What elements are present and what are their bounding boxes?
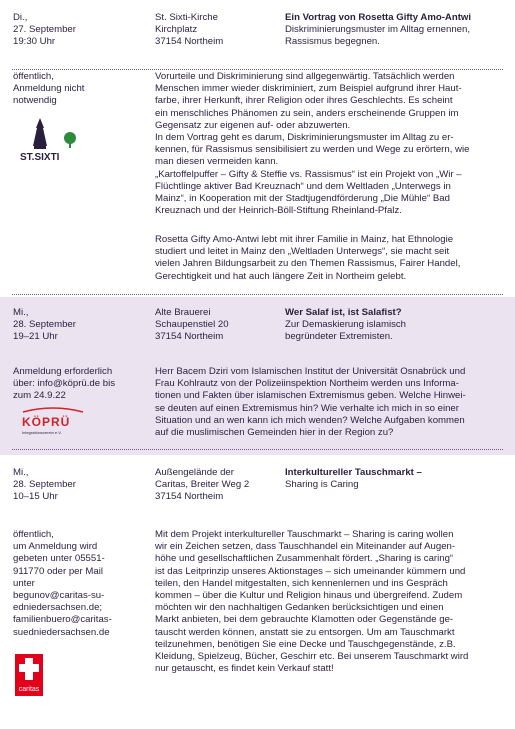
koepru-logo-subtext: Integrationsverein e.V. <box>22 430 62 435</box>
event-3-title: Interkultureller Tauschmarkt – <box>285 467 422 478</box>
event-1-heading <box>285 12 505 49</box>
event-1-description: Vorurteile und Diskriminierung sind allgegenwärtig. Tatsächlich werden Menschen immer wieder diskriminiert, zum Beispiel aufgrund ihrer Haut- farbe, ihrer Herkunft, ihrer Religion oder ihres Geschlechts. Es scheint ein menschliches Phänomen zu sein, anders erscheinende Gruppen im Gegensatz zur eigenen auf- oder abzuwerten. In dem Vortrag geht es darum, Diskriminierungsmuster im Alltag zu er- kennen, für Rassismus sensibilisiert zu werden und Wege zu erörtern, wie man diesen vermeiden kann. „Kartoffelpuffer – Gifty & Steffie vs. Rassismus“ ist ein Projekt von „Wir – Flüchtlinge aktiver Bad Kreuznach“ und dem Weltladen „Unterwegs in Mainz“, in Kooperation mit der Stadtjugendförderung „Die Mühle“ Bad Kreuznach und der Heinrich-Böll-Stiftung Rheinland-Pfalz. <box>155 71 470 217</box>
caritas-logo-text: caritas <box>18 686 40 693</box>
separator <box>12 69 503 70</box>
event-1-speaker-bio: Rosetta Gifty Amo-Antwi lebt mit ihrer Familie in Mainz, hat Ethnologie studiert und leitet in Mainz den „Weltladen Unterwegs“, sie macht seit vielen Jahren Bildungsarbeit zu den Themen Rassismus, Fairer Handel, Gerechtigkeit und hat auch längere Zeit in Northeim gelebt. <box>155 234 461 282</box>
event-2-title: Wer Salaf ist, ist Salafist? <box>285 307 402 318</box>
separator <box>12 294 503 295</box>
st-sixti-logo-text: ST.SIXTI <box>20 152 60 162</box>
event-2-subtitle: Zur Demaskierung islamisch begründeter Extremisten. <box>285 319 407 343</box>
event-3-description: Mit dem Projekt interkultureller Tauschmarkt – Sharing is caring wollen wir ein Zeichen setzen, dass Tauschhandel ein Miteinander auf Augen- höhe und gesellschaftlichen Zusammenhalt fördert. „Sharing is caring“ ist das Leitprinzip unseres Aktionstages – sich umeinander kümmern und teilen, den Handel mitgestalten, sich kennenlernen und ins Gespräch kommen – über die Kultur und Religion hinaus und übergreifend. Zudem möchten wir den nachhaltigen Gedanken berücksichtigen und einen Markt anbieten, bei dem gebrauchte Klamotten oder Gegenstände ge- tauscht werden können, anstatt sie zu entsorgen. Um am Tauschmarkt teilzunehmen, benötigen Sie eine Decke und Tauschgegenstände, z.B. Kleidung, Spielzeug, Bücher, Geschirr etc. Bei unserem Tauschmarkt wird nur getauscht, es findet kein Verkauf statt! <box>155 529 469 675</box>
church-icon <box>20 118 82 162</box>
bridge-icon <box>23 408 83 412</box>
event-1-title: Ein Vortrag von Rosetta Gifty Amo-Antwi <box>285 12 472 23</box>
event-3-subtitle: Sharing is Caring <box>285 479 359 491</box>
event-3-location: Außengelände der Caritas, Breiter Weg 2 37154 Northeim <box>155 467 250 503</box>
event-1-date: Di., 27. September 19:30 Uhr <box>13 12 76 48</box>
event-2-heading <box>285 307 505 344</box>
event-1-access: öffentlich, Anmeldung nicht notwendig <box>13 71 85 107</box>
event-3-access: öffentlich, um Anmeldung wird gebeten unter 05551- 911770 oder per Mail unter begunov@caritas-su- edniedersachsen.de; familienbuero@caritas- suedniedersachsen.de <box>13 529 112 638</box>
event-2-description: Herr Bacem Dziri vom Islamischen Institut der Universität Osnabrück und Frau Kohlrautz von der Polizeiinspektion Northeim werden uns Informa- tionen und Fakten über islamischen Extremismus geben. Welche Hinwei- se deuten auf einen Extremismus hin? Wie verhalte ich mich in so einer Situation und an wen kann ich mich wenden? Welche Aufgaben kommen auf die muslimischen Gemeinden hier in der Region zu? <box>155 366 466 439</box>
caritas-logo <box>15 654 43 696</box>
koepru-logo <box>20 406 90 436</box>
separator <box>12 449 503 450</box>
event-2-date: Mi., 28. September 19–21 Uhr <box>13 307 76 343</box>
st-sixti-logo <box>20 118 82 162</box>
event-1-subtitle: Diskriminierungsmuster im Alltag ernennen, Rassismus begegnen. <box>285 24 471 48</box>
event-3-heading <box>285 467 505 491</box>
event-3-date: Mi., 28. September 10–15 Uhr <box>13 467 76 503</box>
event-2-access: Anmeldung erforderlich über: info@köprü.de bis zum 24.9.22 <box>13 366 116 402</box>
event-1-location: St. Sixti-Kirche Kirchplatz 37154 Northeim <box>155 12 224 48</box>
event-2-location: Alte Brauerei Schaupenstiel 20 37154 Northeim <box>155 307 229 343</box>
koepru-logo-text: KÖPRÜ <box>22 415 71 429</box>
